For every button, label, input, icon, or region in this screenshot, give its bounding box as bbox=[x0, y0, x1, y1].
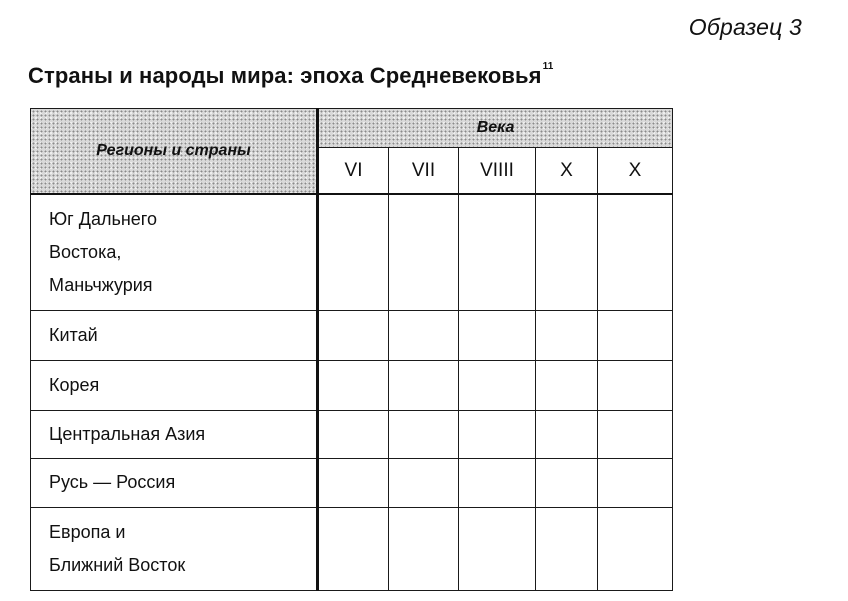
document-title bbox=[28, 63, 553, 89]
table-cell[interactable] bbox=[598, 360, 673, 410]
table-cell[interactable] bbox=[459, 458, 536, 507]
centuries-table bbox=[30, 108, 673, 591]
document-title-text: Страны и народы мира: эпоха Средневековья bbox=[28, 63, 542, 88]
region-name-line: Китай bbox=[49, 324, 98, 345]
region-name-line: Юг Дальнего bbox=[49, 208, 157, 229]
table-row bbox=[31, 194, 673, 310]
table-cell[interactable] bbox=[459, 507, 536, 590]
table-cell[interactable] bbox=[318, 507, 389, 590]
century-header: VIIII bbox=[459, 148, 536, 194]
region-name bbox=[31, 507, 318, 590]
table-cell[interactable] bbox=[389, 410, 459, 458]
table-row bbox=[31, 360, 673, 410]
centuries-header: Века bbox=[318, 109, 673, 148]
region-header: Регионы и страны bbox=[31, 109, 318, 195]
table-row bbox=[31, 310, 673, 360]
table-cell[interactable] bbox=[598, 410, 673, 458]
table-row bbox=[31, 507, 673, 590]
region-name bbox=[31, 310, 318, 360]
table-cell[interactable] bbox=[536, 507, 598, 590]
table-row bbox=[31, 458, 673, 507]
region-name-line: Центральная Азия bbox=[49, 423, 206, 444]
title-footnote: 11 bbox=[542, 61, 554, 72]
table-cell[interactable] bbox=[536, 410, 598, 458]
table-cell[interactable] bbox=[389, 360, 459, 410]
table-cell[interactable] bbox=[459, 360, 536, 410]
table-cell[interactable] bbox=[389, 507, 459, 590]
table-cell[interactable] bbox=[536, 194, 598, 310]
century-header: VII bbox=[389, 148, 459, 194]
table-cell[interactable] bbox=[318, 360, 389, 410]
table-cell[interactable] bbox=[598, 458, 673, 507]
table-cell[interactable] bbox=[598, 194, 673, 310]
table-cell[interactable] bbox=[318, 310, 389, 360]
table-row bbox=[31, 410, 673, 458]
sample-label: Образец 3 bbox=[688, 14, 802, 40]
table-cell[interactable] bbox=[536, 310, 598, 360]
region-name-line: Востока, bbox=[49, 241, 122, 262]
table-cell[interactable] bbox=[598, 310, 673, 360]
table-cell[interactable] bbox=[318, 458, 389, 507]
century-header: VI bbox=[318, 148, 389, 194]
table-cell[interactable] bbox=[389, 458, 459, 507]
region-name-line: Русь — Россия bbox=[49, 472, 176, 492]
region-name bbox=[31, 410, 318, 458]
century-header: X bbox=[598, 148, 673, 194]
header-row-top bbox=[31, 109, 673, 148]
table-cell[interactable] bbox=[459, 310, 536, 360]
table-cell[interactable] bbox=[389, 194, 459, 310]
region-name bbox=[31, 194, 318, 310]
table-cell[interactable] bbox=[318, 194, 389, 310]
table-cell[interactable] bbox=[389, 310, 459, 360]
table-cell[interactable] bbox=[598, 507, 673, 590]
region-name-line: Маньчжурия bbox=[49, 274, 153, 295]
region-name-line: Ближний Восток bbox=[49, 554, 186, 575]
table-cell[interactable] bbox=[459, 194, 536, 310]
region-name-line: Корея bbox=[49, 374, 100, 395]
century-header: X bbox=[536, 148, 598, 194]
region-name bbox=[31, 458, 318, 507]
table-cell[interactable] bbox=[536, 360, 598, 410]
table-cell[interactable] bbox=[536, 458, 598, 507]
table-cell[interactable] bbox=[459, 410, 536, 458]
region-name-line: Европа и bbox=[49, 521, 126, 542]
table-cell[interactable] bbox=[318, 410, 389, 458]
region-name bbox=[31, 360, 318, 410]
